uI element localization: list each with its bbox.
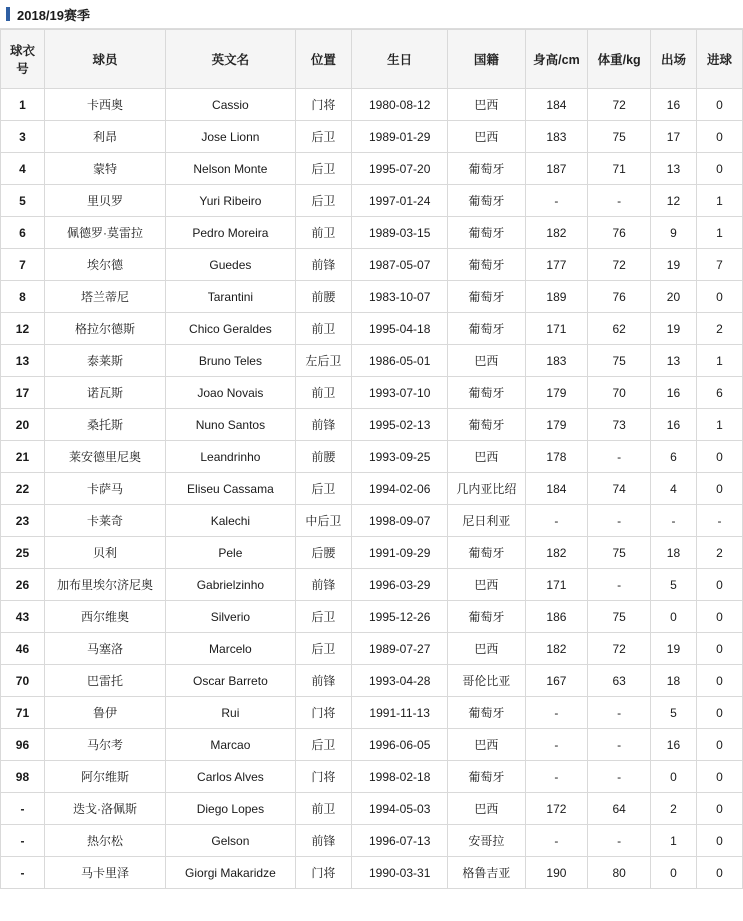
player-goals: - <box>696 505 742 537</box>
player-weight: - <box>588 441 651 473</box>
player-position: 后卫 <box>295 185 351 217</box>
player-shirt-number: 20 <box>1 409 45 441</box>
player-shirt-number: 6 <box>1 217 45 249</box>
table-row <box>1 121 743 153</box>
player-height: 183 <box>525 345 588 377</box>
player-appearances: 4 <box>650 473 696 505</box>
player-appearances: 16 <box>650 409 696 441</box>
player-english-name: Yuri Ribeiro <box>166 185 296 217</box>
player-height: 167 <box>525 665 588 697</box>
player-weight: 76 <box>588 281 651 313</box>
table-row <box>1 857 743 889</box>
player-shirt-number: 96 <box>1 729 45 761</box>
player-appearances: 1 <box>650 825 696 857</box>
player-birthday: 1991-11-13 <box>352 697 448 729</box>
player-height: 186 <box>525 601 588 633</box>
table-row <box>1 313 743 345</box>
player-height: - <box>525 185 588 217</box>
player-english-name: Tarantini <box>166 281 296 313</box>
player-nationality: 葡萄牙 <box>448 313 525 345</box>
player-name: 马尔考 <box>44 729 165 761</box>
player-shirt-number: 23 <box>1 505 45 537</box>
player-birthday: 1991-09-29 <box>352 537 448 569</box>
player-nationality: 葡萄牙 <box>448 249 525 281</box>
player-appearances: 16 <box>650 729 696 761</box>
player-goals: 0 <box>696 761 742 793</box>
column-header-nationality: 国籍 <box>448 30 525 89</box>
player-name: 里贝罗 <box>44 185 165 217</box>
player-appearances: 2 <box>650 793 696 825</box>
player-name: 佩德罗·莫雷拉 <box>44 217 165 249</box>
table-row <box>1 345 743 377</box>
table-row <box>1 697 743 729</box>
player-position: 前锋 <box>295 409 351 441</box>
player-nationality: 哥伦比亚 <box>448 665 525 697</box>
player-english-name: Kalechi <box>166 505 296 537</box>
player-goals: 1 <box>696 185 742 217</box>
player-birthday: 1986-05-01 <box>352 345 448 377</box>
player-goals: 0 <box>696 825 742 857</box>
player-shirt-number: 25 <box>1 537 45 569</box>
table-row <box>1 793 743 825</box>
player-nationality: 葡萄牙 <box>448 185 525 217</box>
player-goals: 1 <box>696 409 742 441</box>
player-position: 中后卫 <box>295 505 351 537</box>
player-shirt-number: - <box>1 825 45 857</box>
player-shirt-number: 5 <box>1 185 45 217</box>
player-height: 190 <box>525 857 588 889</box>
player-shirt-number: 22 <box>1 473 45 505</box>
player-position: 前腰 <box>295 441 351 473</box>
table-row <box>1 665 743 697</box>
table-row <box>1 89 743 121</box>
player-appearances: 19 <box>650 249 696 281</box>
player-weight: 72 <box>588 249 651 281</box>
player-weight: 63 <box>588 665 651 697</box>
player-position: 后卫 <box>295 121 351 153</box>
player-shirt-number: - <box>1 857 45 889</box>
player-weight: 72 <box>588 89 651 121</box>
player-name: 格拉尔德斯 <box>44 313 165 345</box>
player-shirt-number: 1 <box>1 89 45 121</box>
player-birthday: 1987-05-07 <box>352 249 448 281</box>
player-goals: 0 <box>696 89 742 121</box>
player-shirt-number: 71 <box>1 697 45 729</box>
player-goals: 1 <box>696 217 742 249</box>
player-weight: - <box>588 729 651 761</box>
column-header-birthday: 生日 <box>352 30 448 89</box>
column-header-appearances: 出场 <box>650 30 696 89</box>
player-nationality: 巴西 <box>448 441 525 473</box>
player-name: 巴雷托 <box>44 665 165 697</box>
player-birthday: 1983-10-07 <box>352 281 448 313</box>
player-nationality: 葡萄牙 <box>448 409 525 441</box>
player-position: 前锋 <box>295 569 351 601</box>
player-english-name: Marcelo <box>166 633 296 665</box>
player-position: 门将 <box>295 697 351 729</box>
player-name: 卡西奥 <box>44 89 165 121</box>
player-name: 埃尔德 <box>44 249 165 281</box>
player-goals: 0 <box>696 441 742 473</box>
player-english-name: Cassio <box>166 89 296 121</box>
table-row <box>1 473 743 505</box>
player-name: 卡萨马 <box>44 473 165 505</box>
player-weight: - <box>588 825 651 857</box>
player-appearances: 17 <box>650 121 696 153</box>
player-goals: 0 <box>696 633 742 665</box>
player-appearances: 12 <box>650 185 696 217</box>
player-name: 泰莱斯 <box>44 345 165 377</box>
player-height: 172 <box>525 793 588 825</box>
player-height: 184 <box>525 89 588 121</box>
player-nationality: 格鲁吉亚 <box>448 857 525 889</box>
player-name: 加布里埃尔济尼奥 <box>44 569 165 601</box>
player-height: - <box>525 505 588 537</box>
player-shirt-number: 70 <box>1 665 45 697</box>
column-header-position: 位置 <box>295 30 351 89</box>
player-birthday: 1989-07-27 <box>352 633 448 665</box>
player-appearances: 0 <box>650 761 696 793</box>
player-birthday: 1989-01-29 <box>352 121 448 153</box>
player-weight: 72 <box>588 633 651 665</box>
squad-table <box>0 29 743 889</box>
player-shirt-number: 43 <box>1 601 45 633</box>
player-appearances: 18 <box>650 537 696 569</box>
player-weight: - <box>588 697 651 729</box>
column-header-weight: 体重/kg <box>588 30 651 89</box>
player-height: - <box>525 729 588 761</box>
column-header-player: 球员 <box>44 30 165 89</box>
player-shirt-number: - <box>1 793 45 825</box>
player-goals: 0 <box>696 281 742 313</box>
player-name: 莱安德里尼奥 <box>44 441 165 473</box>
player-english-name: Joao Novais <box>166 377 296 409</box>
player-shirt-number: 26 <box>1 569 45 601</box>
player-goals: 0 <box>696 569 742 601</box>
player-position: 前锋 <box>295 249 351 281</box>
player-birthday: 1998-02-18 <box>352 761 448 793</box>
player-nationality: 葡萄牙 <box>448 153 525 185</box>
player-english-name: Pele <box>166 537 296 569</box>
player-weight: 75 <box>588 537 651 569</box>
player-position: 门将 <box>295 89 351 121</box>
column-header-goals: 进球 <box>696 30 742 89</box>
player-appearances: 5 <box>650 697 696 729</box>
player-english-name: Pedro Moreira <box>166 217 296 249</box>
player-appearances: 9 <box>650 217 696 249</box>
player-goals: 0 <box>696 857 742 889</box>
player-english-name: Chico Geraldes <box>166 313 296 345</box>
player-weight: 71 <box>588 153 651 185</box>
player-appearances: 0 <box>650 601 696 633</box>
player-nationality: 巴西 <box>448 633 525 665</box>
player-goals: 0 <box>696 121 742 153</box>
table-row <box>1 601 743 633</box>
player-nationality: 巴西 <box>448 121 525 153</box>
player-appearances: 20 <box>650 281 696 313</box>
table-row <box>1 249 743 281</box>
player-weight: 62 <box>588 313 651 345</box>
player-weight: 75 <box>588 121 651 153</box>
player-name: 卡莱奇 <box>44 505 165 537</box>
player-goals: 2 <box>696 537 742 569</box>
player-weight: - <box>588 185 651 217</box>
player-appearances: 19 <box>650 633 696 665</box>
player-nationality: 葡萄牙 <box>448 281 525 313</box>
player-weight: 73 <box>588 409 651 441</box>
player-nationality: 安哥拉 <box>448 825 525 857</box>
player-position: 门将 <box>295 857 351 889</box>
player-nationality: 尼日利亚 <box>448 505 525 537</box>
player-height: 177 <box>525 249 588 281</box>
table-row <box>1 441 743 473</box>
table-row <box>1 377 743 409</box>
column-header-shirt-number: 球衣号 <box>1 30 45 89</box>
player-english-name: Gabrielzinho <box>166 569 296 601</box>
player-position: 后卫 <box>295 633 351 665</box>
player-position: 前卫 <box>295 313 351 345</box>
player-nationality: 葡萄牙 <box>448 377 525 409</box>
player-goals: 6 <box>696 377 742 409</box>
player-height: 183 <box>525 121 588 153</box>
player-english-name: Oscar Barreto <box>166 665 296 697</box>
player-position: 前卫 <box>295 793 351 825</box>
player-position: 前卫 <box>295 377 351 409</box>
player-birthday: 1995-04-18 <box>352 313 448 345</box>
player-goals: 0 <box>696 473 742 505</box>
player-appearances: 6 <box>650 441 696 473</box>
table-row <box>1 281 743 313</box>
table-row <box>1 185 743 217</box>
accent-bar-icon <box>6 7 10 21</box>
player-nationality: 葡萄牙 <box>448 697 525 729</box>
player-birthday: 1994-02-06 <box>352 473 448 505</box>
player-nationality: 葡萄牙 <box>448 217 525 249</box>
player-shirt-number: 46 <box>1 633 45 665</box>
table-row <box>1 825 743 857</box>
player-shirt-number: 98 <box>1 761 45 793</box>
player-height: 178 <box>525 441 588 473</box>
player-height: 179 <box>525 409 588 441</box>
player-birthday: 1994-05-03 <box>352 793 448 825</box>
player-weight: 75 <box>588 601 651 633</box>
player-shirt-number: 7 <box>1 249 45 281</box>
player-appearances: 5 <box>650 569 696 601</box>
player-english-name: Giorgi Makaridze <box>166 857 296 889</box>
player-birthday: 1996-03-29 <box>352 569 448 601</box>
player-height: 182 <box>525 217 588 249</box>
player-appearances: 13 <box>650 345 696 377</box>
season-title: 2018/19赛季 <box>17 7 90 23</box>
player-nationality: 巴西 <box>448 89 525 121</box>
player-goals: 0 <box>696 697 742 729</box>
player-nationality: 巴西 <box>448 345 525 377</box>
player-height: - <box>525 761 588 793</box>
table-header-row <box>1 30 743 89</box>
player-shirt-number: 13 <box>1 345 45 377</box>
player-english-name: Jose Lionn <box>166 121 296 153</box>
player-shirt-number: 8 <box>1 281 45 313</box>
player-birthday: 1993-09-25 <box>352 441 448 473</box>
player-height: 182 <box>525 537 588 569</box>
player-name: 热尔松 <box>44 825 165 857</box>
player-nationality: 巴西 <box>448 729 525 761</box>
player-english-name: Nuno Santos <box>166 409 296 441</box>
player-appearances: 0 <box>650 857 696 889</box>
player-birthday: 1995-12-26 <box>352 601 448 633</box>
player-position: 前锋 <box>295 825 351 857</box>
player-english-name: Nelson Monte <box>166 153 296 185</box>
player-position: 前卫 <box>295 217 351 249</box>
player-appearances: 16 <box>650 89 696 121</box>
player-name: 蒙特 <box>44 153 165 185</box>
player-birthday: 1996-07-13 <box>352 825 448 857</box>
player-english-name: Bruno Teles <box>166 345 296 377</box>
player-weight: - <box>588 505 651 537</box>
player-nationality: 巴西 <box>448 569 525 601</box>
player-height: 184 <box>525 473 588 505</box>
player-height: - <box>525 697 588 729</box>
player-height: 189 <box>525 281 588 313</box>
player-goals: 7 <box>696 249 742 281</box>
player-birthday: 1980-08-12 <box>352 89 448 121</box>
player-birthday: 1989-03-15 <box>352 217 448 249</box>
table-row <box>1 217 743 249</box>
player-nationality: 巴西 <box>448 793 525 825</box>
player-nationality: 葡萄牙 <box>448 761 525 793</box>
player-height: 179 <box>525 377 588 409</box>
player-name: 阿尔维斯 <box>44 761 165 793</box>
player-english-name: Guedes <box>166 249 296 281</box>
player-english-name: Carlos Alves <box>166 761 296 793</box>
player-weight: 76 <box>588 217 651 249</box>
player-height: 171 <box>525 569 588 601</box>
table-row <box>1 729 743 761</box>
player-birthday: 1995-07-20 <box>352 153 448 185</box>
table-row <box>1 505 743 537</box>
player-shirt-number: 12 <box>1 313 45 345</box>
player-birthday: 1998-09-07 <box>352 505 448 537</box>
player-position: 前锋 <box>295 665 351 697</box>
player-weight: 70 <box>588 377 651 409</box>
player-birthday: 1990-03-31 <box>352 857 448 889</box>
player-weight: 64 <box>588 793 651 825</box>
player-english-name: Rui <box>166 697 296 729</box>
player-name: 塔兰蒂尼 <box>44 281 165 313</box>
player-birthday: 1993-04-28 <box>352 665 448 697</box>
player-position: 前腰 <box>295 281 351 313</box>
player-height: 171 <box>525 313 588 345</box>
player-name: 诺瓦斯 <box>44 377 165 409</box>
player-position: 门将 <box>295 761 351 793</box>
player-goals: 1 <box>696 345 742 377</box>
player-nationality: 葡萄牙 <box>448 601 525 633</box>
player-appearances: 19 <box>650 313 696 345</box>
player-goals: 0 <box>696 153 742 185</box>
page-bottom-space <box>0 889 743 921</box>
player-position: 后卫 <box>295 153 351 185</box>
squad-table-body <box>1 89 743 889</box>
player-weight: 74 <box>588 473 651 505</box>
player-goals: 0 <box>696 601 742 633</box>
player-position: 左后卫 <box>295 345 351 377</box>
player-appearances: 16 <box>650 377 696 409</box>
player-name: 西尔维奥 <box>44 601 165 633</box>
player-position: 后卫 <box>295 729 351 761</box>
player-appearances: - <box>650 505 696 537</box>
player-english-name: Marcao <box>166 729 296 761</box>
player-goals: 0 <box>696 729 742 761</box>
player-birthday: 1993-07-10 <box>352 377 448 409</box>
player-english-name: Diego Lopes <box>166 793 296 825</box>
table-row <box>1 409 743 441</box>
player-shirt-number: 21 <box>1 441 45 473</box>
player-name: 马卡里泽 <box>44 857 165 889</box>
table-row <box>1 633 743 665</box>
player-name: 利昂 <box>44 121 165 153</box>
player-height: 187 <box>525 153 588 185</box>
player-name: 马塞洛 <box>44 633 165 665</box>
player-birthday: 1995-02-13 <box>352 409 448 441</box>
player-english-name: Leandrinho <box>166 441 296 473</box>
player-height: 182 <box>525 633 588 665</box>
player-name: 迭戈·洛佩斯 <box>44 793 165 825</box>
column-header-height: 身高/cm <box>525 30 588 89</box>
player-weight: 80 <box>588 857 651 889</box>
player-weight: 75 <box>588 345 651 377</box>
player-goals: 0 <box>696 665 742 697</box>
player-birthday: 1997-01-24 <box>352 185 448 217</box>
column-header-english-name: 英文名 <box>166 30 296 89</box>
player-name: 鲁伊 <box>44 697 165 729</box>
player-english-name: Gelson <box>166 825 296 857</box>
player-name: 贝利 <box>44 537 165 569</box>
player-weight: - <box>588 569 651 601</box>
player-english-name: Eliseu Cassama <box>166 473 296 505</box>
table-row <box>1 537 743 569</box>
player-appearances: 18 <box>650 665 696 697</box>
player-position: 后卫 <box>295 473 351 505</box>
table-row <box>1 153 743 185</box>
player-nationality: 几内亚比绍 <box>448 473 525 505</box>
table-row <box>1 569 743 601</box>
player-goals: 0 <box>696 793 742 825</box>
player-shirt-number: 17 <box>1 377 45 409</box>
player-nationality: 葡萄牙 <box>448 537 525 569</box>
table-row <box>1 761 743 793</box>
player-position: 后卫 <box>295 601 351 633</box>
player-shirt-number: 3 <box>1 121 45 153</box>
season-header <box>0 0 743 29</box>
player-shirt-number: 4 <box>1 153 45 185</box>
player-name: 桑托斯 <box>44 409 165 441</box>
player-goals: 2 <box>696 313 742 345</box>
player-appearances: 13 <box>650 153 696 185</box>
player-birthday: 1996-06-05 <box>352 729 448 761</box>
player-position: 后腰 <box>295 537 351 569</box>
player-height: - <box>525 825 588 857</box>
player-weight: - <box>588 761 651 793</box>
player-english-name: Silverio <box>166 601 296 633</box>
